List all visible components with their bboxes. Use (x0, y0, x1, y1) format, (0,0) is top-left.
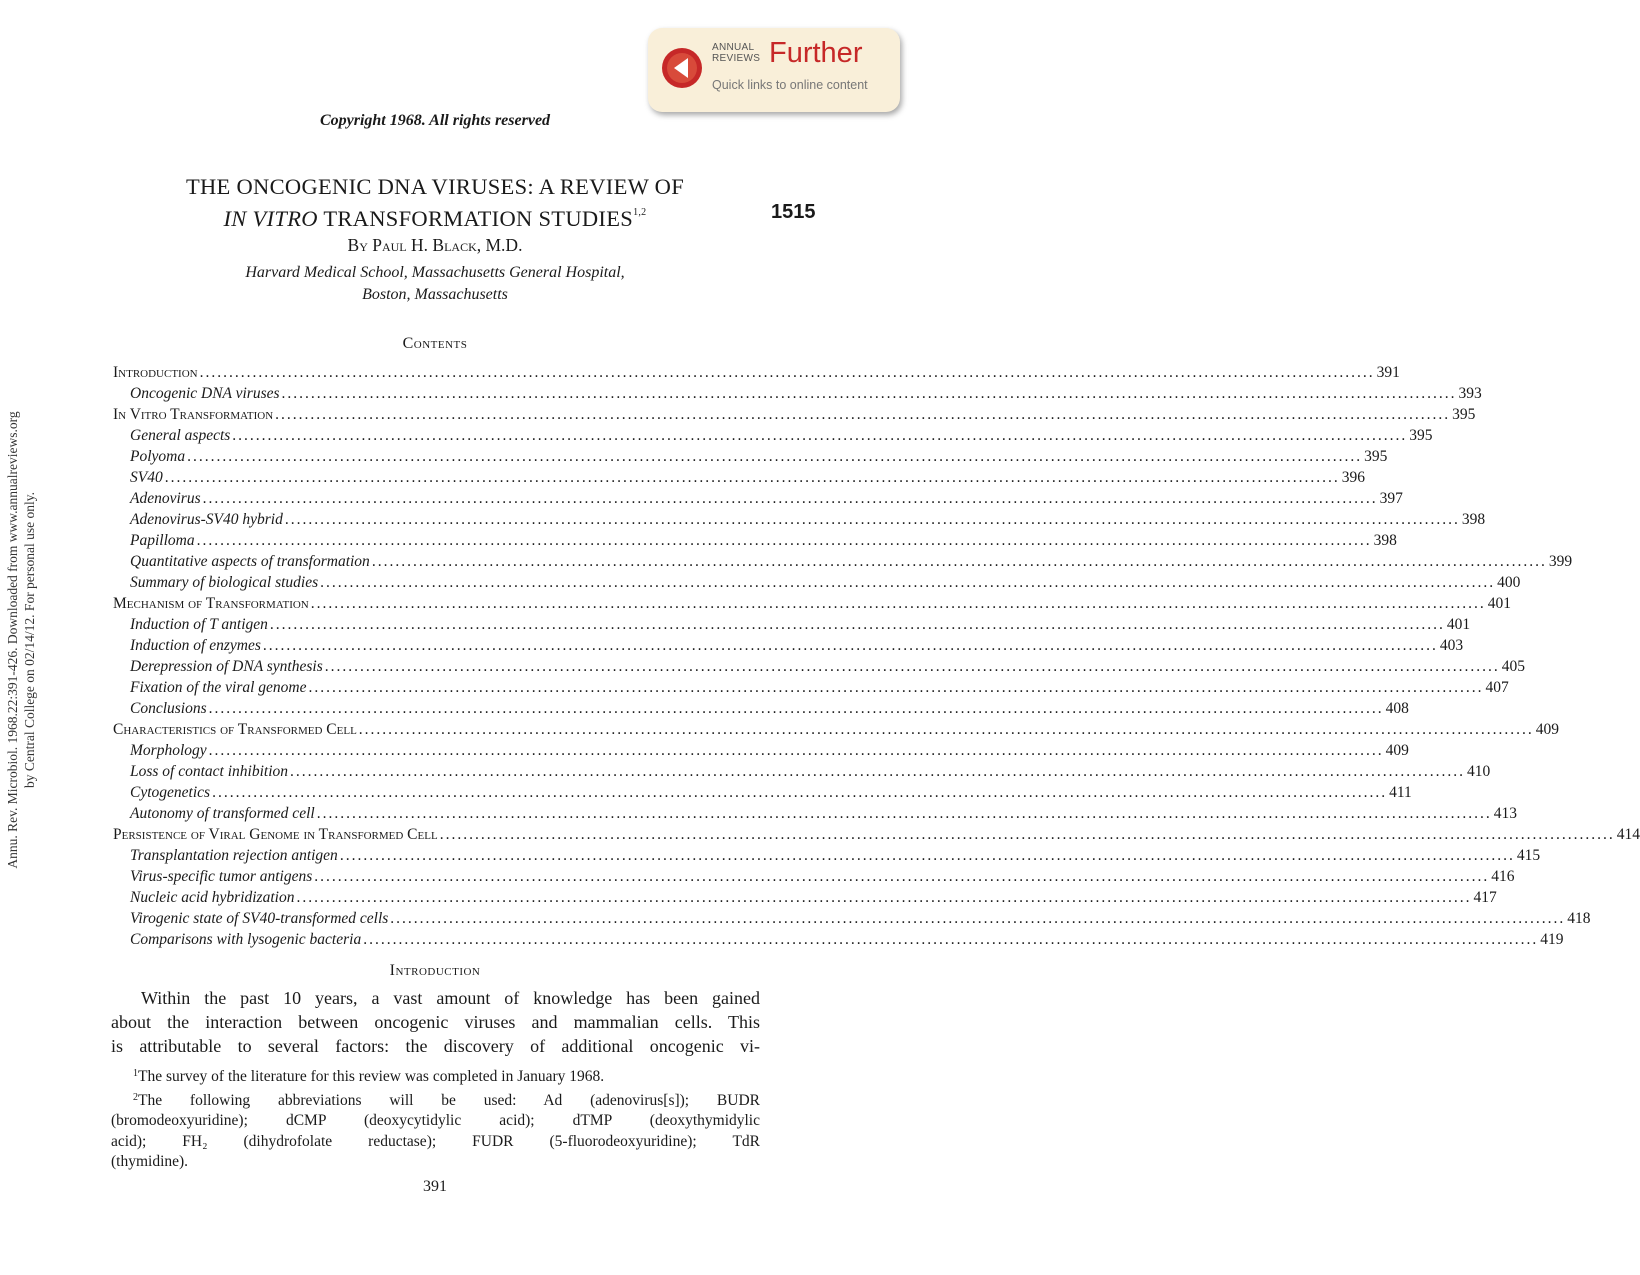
toc-entry-label: Introduction (113, 364, 198, 381)
toc-entry-page: 418 (1567, 910, 1591, 927)
toc-leader-dots: ........................................................................................................................................................................................................ (290, 763, 1466, 780)
toc-entry-label: Virus-specific tumor antigens (130, 868, 313, 885)
toc-entry (113, 614, 1471, 635)
toc-leader-dots: ........................................................................................................................................................................................................ (208, 742, 1384, 759)
toc-leader-dots: ........................................................................................................................................................................................................ (275, 406, 1451, 423)
toc-entry (113, 887, 1497, 908)
toc-entry (113, 551, 1573, 572)
toc-leader-dots: ........................................................................................................................................................................................................ (208, 700, 1384, 717)
further-links-badge[interactable] (648, 28, 900, 112)
toc-entry-page: 401 (1446, 616, 1471, 633)
article-page-id: 1515 (771, 201, 816, 223)
toc-entry-label: Quantitative aspects of transformation (130, 553, 370, 570)
toc-entry-page: 407 (1485, 679, 1509, 696)
toc-entry (113, 425, 1433, 446)
toc-entry (113, 824, 1640, 845)
toc-leader-dots: ........................................................................................................................................................................................................ (232, 427, 1408, 444)
page-number: 391 (423, 1178, 447, 1195)
toc-entry (113, 698, 1409, 719)
toc-entry (113, 362, 1400, 383)
toc-entry (113, 404, 1476, 425)
toc-entry-label: Polyoma (130, 448, 186, 465)
toc-leader-dots: ........................................................................................................................................................................................................ (196, 532, 1372, 549)
toc-entry-page: 400 (1497, 574, 1521, 591)
toc-entry-page: 395 (1409, 427, 1433, 444)
toc-entry (113, 530, 1397, 551)
footnote-line (111, 1064, 760, 1088)
toc-leader-dots: ........................................................................................................................................................................................................ (314, 868, 1490, 885)
toc-entry (113, 782, 1412, 803)
toc-leader-dots: ........................................................................................................................................................................................................ (202, 490, 1378, 507)
toc-entry-page: 413 (1493, 805, 1517, 822)
toc-entry (113, 719, 1560, 740)
toc-entry-page: 416 (1491, 868, 1515, 885)
toc-leader-dots: ........................................................................................................................................................................................................ (358, 721, 1534, 738)
play-back-icon (660, 46, 704, 90)
download-notice (4, 350, 42, 930)
toc-entry-page: 414 (1616, 826, 1640, 843)
toc-entry-label: Induction of T antigen (130, 616, 268, 633)
footnote-line (111, 1152, 760, 1173)
toc-entry-page: 415 (1516, 847, 1541, 864)
toc-leader-dots: ........................................................................................................................................................................................................ (262, 637, 1438, 654)
toc-leader-dots: ........................................................................................................................................................................................................ (284, 511, 1460, 528)
affiliation-line-2: Boston, Massachusetts (362, 286, 508, 303)
footnote-line (111, 1111, 760, 1132)
toc-entry-label: Adenovirus-SV40 hybrid (130, 511, 283, 528)
toc-leader-dots: ........................................................................................................................................................................................................ (439, 826, 1615, 843)
toc-entry-page: 395 (1364, 448, 1388, 465)
toc-entry (113, 761, 1491, 782)
toc-leader-dots: ........................................................................................................................................................................................................ (390, 910, 1566, 927)
toc-leader-dots: ........................................................................................................................................................................................................ (363, 931, 1539, 948)
author-byline: By Paul H. Black, M.D. (347, 235, 523, 255)
toc-entry-label: Mechanism of Transformation (113, 595, 309, 612)
introduction-body (111, 986, 760, 1058)
toc-entry-label: Loss of contact inhibition (130, 763, 289, 780)
toc-entry-label: Cytogenetics (130, 784, 211, 801)
toc-entry-page: 419 (1540, 931, 1564, 948)
toc-entry-page: 391 (1376, 364, 1400, 381)
toc-entry-page: 397 (1379, 490, 1403, 507)
toc-entry-page: 409 (1535, 721, 1560, 738)
footnote-text: The following abbreviations will be used: Ad (adenovirus[s]); BUDR (138, 1091, 760, 1109)
toc-entry-page: 417 (1473, 889, 1497, 906)
toc-entry (113, 446, 1388, 467)
toc-entry-page: 396 (1341, 469, 1365, 486)
toc-entry-label: Oncogenic DNA viruses (130, 385, 280, 402)
toc-entry-page: 398 (1461, 511, 1486, 528)
toc-entry-label: Virogenic state of SV40-transformed cells (130, 910, 389, 927)
toc-entry-label: In Vitro Transformation (113, 406, 274, 423)
toc-entry (113, 845, 1541, 866)
toc-entry (113, 488, 1403, 509)
toc-entry-label: Fixation of the viral genome (130, 679, 307, 696)
table-of-contents (113, 362, 1640, 950)
toc-entry-page: 403 (1439, 637, 1464, 654)
body-line: is attributable to several factors: the discovery of additional oncogenic vi- (111, 1036, 760, 1056)
toc-entry-page: 398 (1373, 532, 1397, 549)
toc-leader-dots: ........................................................................................................................................................................................................ (199, 364, 1375, 381)
body-line: about the interaction between oncogenic viruses and mammalian cells. This (111, 1012, 760, 1032)
footnote-line (111, 1088, 760, 1112)
toc-leader-dots: ........................................................................................................................................................................................................ (316, 805, 1492, 822)
body-line: Within the past 10 years, a vast amount of knowledge has been gained (141, 988, 760, 1008)
contents-heading: Contents (402, 335, 468, 352)
toc-entry-label: Characteristics of Transformed Cell (113, 721, 357, 738)
download-notice-line-2: by Central College on 02/14/12. For personal use only. (22, 491, 37, 789)
toc-leader-dots: ........................................................................................................................................................................................................ (320, 574, 1496, 591)
toc-entry (113, 656, 1525, 677)
toc-entry-label: Transplantation rejection antigen (130, 847, 338, 864)
toc-entry (113, 740, 1409, 761)
toc-entry-page: 410 (1467, 763, 1491, 780)
toc-entry-label: SV40 (130, 469, 163, 486)
toc-entry (113, 383, 1482, 404)
toc-leader-dots: ........................................................................................................................................................................................................ (371, 553, 1547, 570)
toc-entry (113, 908, 1591, 929)
download-notice-line-1: Annu. Rev. Microbiol. 1968.22:391-426. Downloaded from www.annualreviews.org (5, 411, 20, 869)
toc-entry-page: 411 (1389, 784, 1412, 801)
toc-leader-dots: ........................................................................................................................................................................................................ (308, 679, 1484, 696)
toc-entry (113, 593, 1511, 614)
footnote-marker: 2 (133, 1091, 138, 1103)
quick-links-label: Quick links to online content (712, 78, 868, 92)
toc-entry (113, 803, 1517, 824)
toc-entry (113, 866, 1515, 887)
footnote-marker: 1 (133, 1068, 138, 1079)
toc-entry-label: Morphology (130, 742, 207, 759)
toc-entry-page: 399 (1548, 553, 1573, 570)
introduction-heading: Introduction (389, 962, 481, 979)
toc-entry-label: Conclusions (130, 700, 207, 717)
toc-entry-page: 408 (1385, 700, 1409, 717)
footnote-text: acid); FH₂ (dihydrofolate reductase); FUDR (5-fluorodeoxyuridine); TdR (111, 1132, 760, 1150)
toc-entry (113, 635, 1464, 656)
toc-entry (113, 572, 1521, 593)
toc-leader-dots: ........................................................................................................................................................................................................ (187, 448, 1363, 465)
toc-leader-dots: ........................................................................................................................................................................................................ (296, 889, 1472, 906)
affiliation-line-1: Harvard Medical School, Massachusetts General Hospital, (245, 264, 625, 281)
toc-entry (113, 929, 1564, 950)
footnote-text: (bromodeoxyuridine); dCMP (deoxycytidylic acid); dTMP (deoxythymidylic (111, 1112, 760, 1129)
toc-entry-label: Induction of enzymes (130, 637, 261, 654)
toc-entry (113, 467, 1365, 488)
toc-entry-label: Comparisons with lysogenic bacteria (130, 931, 362, 948)
toc-leader-dots: ........................................................................................................................................................................................................ (212, 784, 1388, 801)
toc-leader-dots: ........................................................................................................................................................................................................ (164, 469, 1340, 486)
footnotes (111, 1064, 760, 1173)
toc-leader-dots: ........................................................................................................................................................................................................ (310, 595, 1486, 612)
toc-entry-label: Persistence of Viral Genome in Transformed Cell (113, 826, 438, 843)
toc-entry-label: Papilloma (130, 532, 195, 549)
toc-leader-dots: ........................................................................................................................................................................................................ (269, 616, 1445, 633)
footnote-text: The survey of the literature for this review was completed in January 1968. (138, 1068, 605, 1085)
further-label: Further (769, 37, 863, 69)
toc-entry-page: 405 (1501, 658, 1525, 675)
toc-entry (113, 509, 1486, 530)
article-title-line-1: THE ONCOGENIC DNA VIRUSES: A REVIEW OF (185, 174, 685, 199)
toc-leader-dots: ........................................................................................................................................................................................................ (339, 847, 1515, 864)
copyright-notice: Copyright 1968. All rights reserved (319, 112, 551, 129)
toc-entry-page: 393 (1458, 385, 1482, 402)
footnote-line (111, 1132, 760, 1153)
toc-entry-label: Summary of biological studies (130, 574, 319, 591)
toc-entry-label: Derepression of DNA synthesis (130, 658, 323, 675)
toc-entry-label: Autonomy of transformed cell (130, 805, 315, 822)
toc-entry-label: Nucleic acid hybridization (130, 889, 295, 906)
toc-entry-label: General aspects (130, 427, 231, 444)
toc-leader-dots: ........................................................................................................................................................................................................ (281, 385, 1457, 402)
article-title-line-2: IN VITRO TRANSFORMATION STUDIES$^{1,2}$ (223, 206, 647, 231)
footnote-text: (thymidine). (111, 1153, 189, 1170)
toc-entry-page: 401 (1487, 595, 1511, 612)
toc-entry (113, 677, 1509, 698)
annual-reviews-wordmark: ANNUAL REVIEWS (712, 42, 761, 64)
toc-entry-page: 409 (1385, 742, 1409, 759)
toc-leader-dots: ........................................................................................................................................................................................................ (324, 658, 1500, 675)
toc-entry-page: 395 (1452, 406, 1476, 423)
toc-entry-label: Adenovirus (130, 490, 201, 507)
